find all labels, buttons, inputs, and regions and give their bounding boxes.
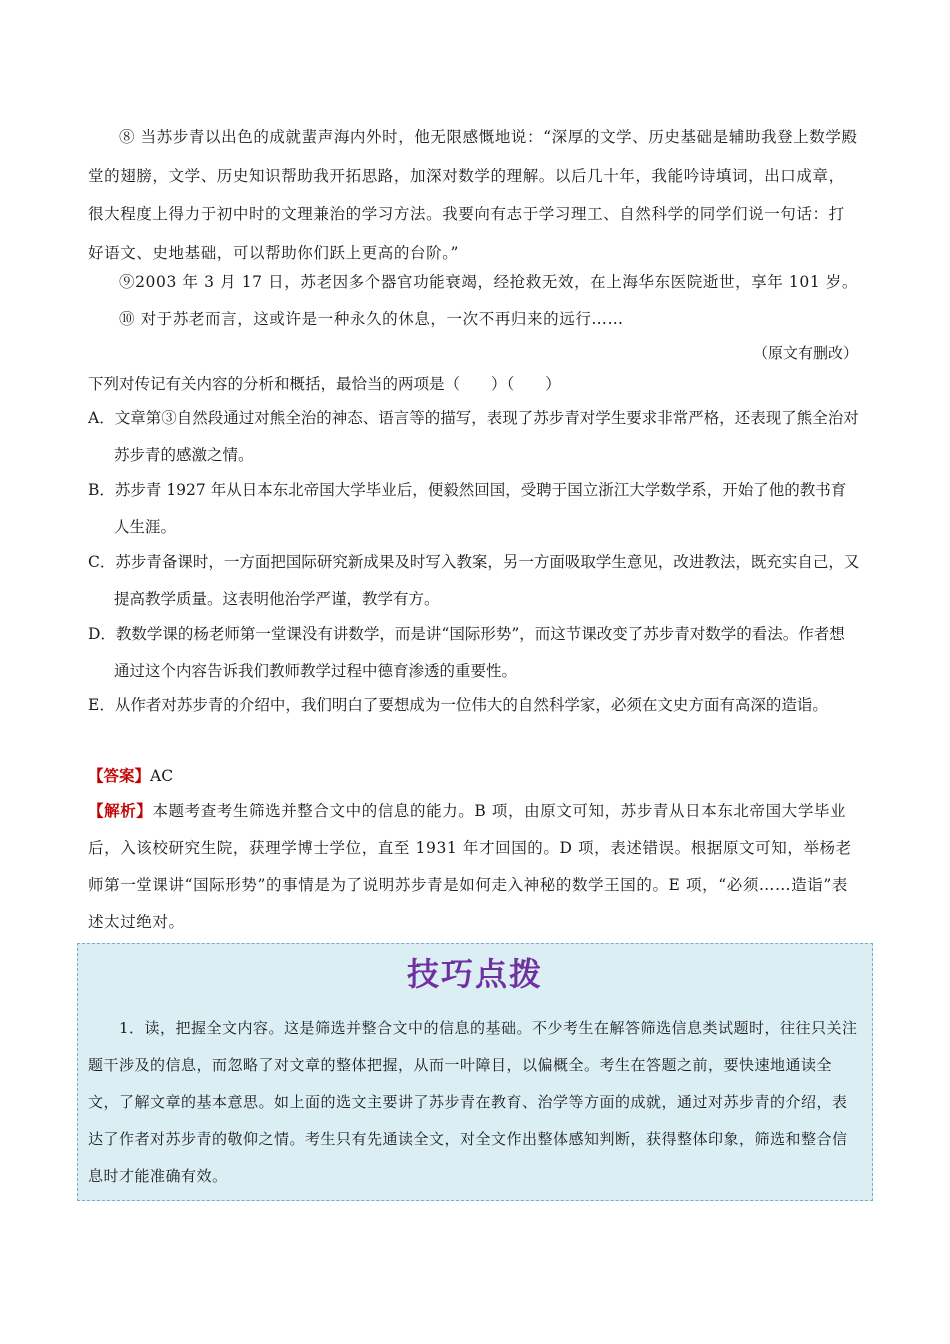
passage-paragraph-9: ⑨2003 年 3 月 17 日，苏老因多个器官功能衰竭，经抢救无效，在上海华东医院逝世，享年 101 岁。	[119, 273, 859, 291]
tips-title: 技巧点拨	[406, 955, 543, 993]
question-stem: 下列对传记有关内容的分析和概括，最恰当的两项是（ ）（ ）	[88, 375, 561, 393]
answer-value: AC	[150, 767, 174, 785]
option-d: D．教数学课的杨老师第一堂课没有讲数学，而是讲“国际形势”，而这节课改变了苏步青对数学的看法。作者想通过这个内容告诉我们教师教学过程中德育渗透的重要性。	[88, 625, 845, 680]
source-note: （原文有删改）	[752, 344, 858, 362]
answer-line	[88, 758, 860, 794]
tips-text: 1．读，把握全文内容。这是筛选并整合文中的信息的基础。不少考生在解答筛选信息类试题时，往往只关注题干涉及的信息，而忽略了对文章的整体把握，从而一叶障目，以偏概全。考生在答题之前，要快速地通读全文，了解文章的基本意思。如上面的选文主要讲了苏步青在教育、治学等方面的成就，通过对苏步青的介绍，表达了作者对苏步青的敬仰之情。考生只有先通读全文，对全文作出整体感知判断，获得整体印象，筛选和整合信息时才能准确有效。	[88, 1019, 858, 1185]
analysis-text: 本题考查考生筛选并整合文中的信息的能力。B 项，由原文可知，苏步青从日本东北帝国大学毕业后，入该校研究生院，获理学博士学位，直至 1931 年才回国的。D 项，表述错误。根据原文可知，举杨老师第一堂课讲“国际形势”的事情是为了说明苏步青是如何走入神秘的数学王国的。E 项，“必须……造诣”表述太过绝对。	[88, 802, 852, 931]
passage-paragraph-10: ⑩ 对于苏老而言，这或许是一种永久的休息，一次不再归来的远行……	[119, 310, 624, 328]
option-b: B．苏步青 1927 年从日本东北帝国大学毕业后，便毅然回国，受聘于国立浙江大学数学系，开始了他的教书育人生涯。	[88, 481, 847, 536]
analysis-paragraph	[88, 792, 860, 941]
answer-label: 【答案】	[88, 766, 151, 785]
analysis-label: 【解析】	[88, 801, 153, 820]
option-c: C．苏步青备课时，一方面把国际研究新成果及时写入教案，另一方面吸取学生意见，改进教法，既充实自己，又提高教学质量。这表明他治学严谨，教学有方。	[88, 553, 860, 608]
passage-paragraph-8: ⑧ 当苏步青以出色的成就蜚声海内外时，他无限感慨地说：“深厚的文学、历史基础是辅助我登上数学殿堂的翅膀，文学、历史知识帮助我开拓思路，加深对数学的理解。以后几十年，我能吟诗填词，出口成章，很大程度上得力于初中时的文理兼治的学习方法。我要向有志于学习理工、自然科学的同学们说一句话：打好语文、史地基础，可以帮助你们跃上更高的台阶。”	[88, 128, 858, 262]
option-e: E．从作者对苏步青的介绍中，我们明白了要想成为一位伟大的自然科学家，必须在文史方面有高深的造诣。	[88, 696, 828, 714]
tips-box	[77, 943, 873, 1201]
option-a: A．文章第③自然段通过对熊全治的神态、语言等的描写，表现了苏步青对学生要求非常严格，还表现了熊全治对苏步青的感激之情。	[88, 409, 859, 464]
